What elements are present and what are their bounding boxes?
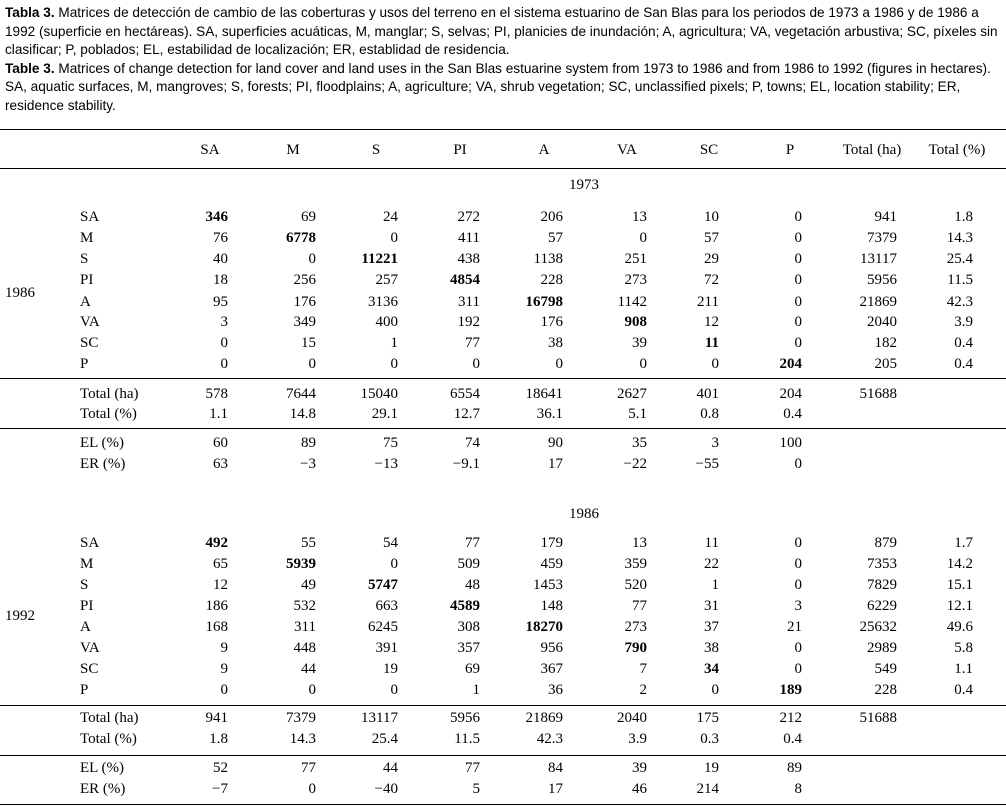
stability-cell: 84 (548, 760, 563, 776)
table-cell: 941 (874, 209, 897, 225)
table-cell: 1453 (533, 577, 563, 593)
table-cell: 12 (704, 314, 719, 330)
totals-cell: 175 (696, 710, 719, 726)
table-cell: 400 (375, 314, 398, 330)
stability-cell: 89 (301, 435, 316, 451)
table-cell-diagonal: 34 (704, 661, 719, 677)
totals-cell: 36.1 (536, 406, 563, 422)
caption-english-text: Matrices of change detection for land cover and land uses in the San Blas estuarine system from 1973 to 1986 and from 1986 to 1992 (figures in hectares). SA, aquatic surfaces, M, mangroves; S, forests; PI, floodplains; A, agriculture; VA, shrub vegetation; SC, unclassified pixels; P, towns; EL, location stability; ER, residence stability. (5, 60, 991, 113)
totals-cell: 5956 (450, 710, 480, 726)
table-cell: 0 (794, 294, 802, 310)
table-cell: 411 (458, 230, 480, 246)
row-label: S (80, 577, 89, 593)
table-cell: 168 (205, 619, 228, 635)
table-cell: 7829 (867, 577, 897, 593)
row-label: SC (80, 661, 99, 677)
column-header: PI (453, 142, 467, 158)
table-cell: 308 (457, 619, 480, 635)
table-cell: 879 (874, 535, 897, 551)
table-cell: 0 (711, 682, 719, 698)
stability-cell: 0 (308, 781, 316, 797)
table-caption (5, 4, 1000, 115)
table-cell: 5956 (867, 272, 897, 288)
totals-cell: 2040 (617, 710, 647, 726)
table-cell: 2 (639, 682, 647, 698)
table-cell: 15 (301, 335, 316, 351)
table-cell: 77 (465, 535, 480, 551)
table-cell: 956 (540, 640, 563, 656)
table-cell: 7353 (867, 556, 897, 572)
section-rule (0, 755, 1006, 756)
table-cell-diagonal: 18270 (525, 619, 563, 635)
table-cell: 0 (308, 682, 316, 698)
stability-cell: 8 (794, 781, 802, 797)
table-cell: 459 (540, 556, 563, 572)
table-cell: 3.9 (954, 314, 973, 330)
stability-cell: 90 (548, 435, 563, 451)
stability-row-label: ER (%) (80, 456, 126, 472)
table-cell: 54 (383, 535, 398, 551)
table-cell: 0 (308, 356, 316, 372)
caption-spanish (5, 4, 1000, 60)
table-cell: 76 (213, 230, 228, 246)
table-cell-diagonal: 4589 (450, 598, 480, 614)
table-cell: 12.1 (946, 598, 973, 614)
table-cell: 0 (794, 209, 802, 225)
table-cell: 0 (390, 556, 398, 572)
column-header: Total (%) (928, 142, 986, 158)
table-cell: 38 (548, 335, 563, 351)
table-cell: 57 (548, 230, 563, 246)
table-bottom-rule (0, 804, 1006, 805)
table-cell: 14.3 (946, 230, 973, 246)
stability-cell: 74 (465, 435, 480, 451)
table-cell: 0 (794, 272, 802, 288)
stability-cell: −13 (374, 456, 398, 472)
column-header: Total (ha) (842, 142, 902, 158)
table-cell: 0 (794, 556, 802, 572)
row-label: P (80, 356, 89, 372)
totals-cell: 204 (779, 386, 802, 402)
table-cell: 509 (457, 556, 480, 572)
table-cell: 0 (794, 314, 802, 330)
totals-cell: 1.8 (209, 731, 228, 747)
table-cell: 3 (794, 598, 802, 614)
table-cell: 24 (383, 209, 398, 225)
table-cell: 211 (697, 294, 719, 310)
table-cell: 69 (301, 209, 316, 225)
stability-cell: 100 (779, 435, 802, 451)
table-cell: 251 (624, 251, 647, 267)
totals-cell: 29.1 (371, 406, 398, 422)
period-to-year: 1986 (5, 285, 35, 301)
totals-cell: 3.9 (628, 731, 647, 747)
table-cell: 22 (704, 556, 719, 572)
table-cell: 0 (308, 251, 316, 267)
table-cell-diagonal: 790 (624, 640, 647, 656)
table-cell: 176 (293, 294, 316, 310)
table-cell: 0 (794, 661, 802, 677)
table-cell: 37 (704, 619, 719, 635)
table-cell: 12 (213, 577, 228, 593)
table-cell: 0 (794, 535, 802, 551)
table-cell: 48 (465, 577, 480, 593)
table-cell: 0 (390, 356, 398, 372)
table-cell: 0 (555, 356, 563, 372)
table-cell: 25.4 (946, 251, 973, 267)
table-cell: 9 (220, 661, 228, 677)
table-cell: 21 (787, 619, 802, 635)
table-cell: 1.1 (954, 661, 973, 677)
period-to-year: 1992 (5, 608, 35, 624)
stability-cell: 5 (472, 781, 480, 797)
table-cell: 0 (711, 356, 719, 372)
table-cell: 72 (704, 272, 719, 288)
stability-cell: 77 (465, 760, 480, 776)
totals-row-label: Total (%) (80, 731, 137, 747)
stability-cell: 19 (704, 760, 719, 776)
totals-cell: 578 (205, 386, 228, 402)
table-cell: 179 (540, 535, 563, 551)
table-cell: 0 (472, 356, 480, 372)
table-cell: 0 (794, 335, 802, 351)
table-cell: 40 (213, 251, 228, 267)
column-header: M (286, 142, 300, 158)
row-label: VA (80, 314, 100, 330)
column-header: SC (699, 142, 719, 158)
totals-cell: 51688 (859, 710, 897, 726)
totals-cell: 14.8 (289, 406, 316, 422)
row-label: SC (80, 335, 99, 351)
table-cell: 1.8 (954, 209, 973, 225)
column-header: SA (200, 142, 220, 158)
totals-cell: 7379 (286, 710, 316, 726)
section-rule (0, 428, 1006, 429)
table-cell-diagonal: 189 (779, 682, 802, 698)
stability-cell: 63 (213, 456, 228, 472)
table-cell-diagonal: 16798 (525, 294, 563, 310)
table-cell: 273 (624, 619, 647, 635)
row-label: A (80, 619, 91, 635)
table-cell: 228 (540, 272, 563, 288)
section-rule (0, 378, 1006, 379)
table-cell: 65 (213, 556, 228, 572)
stability-cell: 77 (301, 760, 316, 776)
totals-cell: 21869 (525, 710, 563, 726)
table-cell: 206 (540, 209, 563, 225)
table-cell: 2040 (867, 314, 897, 330)
stability-cell: 39 (632, 760, 647, 776)
table-cell: 39 (632, 335, 647, 351)
stability-row-label: EL (%) (80, 760, 125, 776)
table-cell: 31 (704, 598, 719, 614)
table-cell: 359 (624, 556, 647, 572)
totals-cell: 0.4 (783, 731, 802, 747)
table-cell: 186 (205, 598, 228, 614)
stability-cell: −3 (300, 456, 316, 472)
totals-cell: 11.5 (454, 731, 480, 747)
stability-cell: 17 (548, 456, 563, 472)
table-cell: 311 (294, 619, 316, 635)
totals-cell: 6554 (450, 386, 480, 402)
stability-cell: 35 (632, 435, 647, 451)
stability-row-label: EL (%) (80, 435, 125, 451)
table-cell: 57 (704, 230, 719, 246)
column-header: S (371, 142, 381, 158)
header-rule (0, 168, 1006, 169)
totals-cell: 51688 (859, 386, 897, 402)
table-cell: 438 (457, 251, 480, 267)
table-cell-diagonal: 492 (205, 535, 228, 551)
totals-cell: 14.3 (289, 731, 316, 747)
table-cell: 55 (301, 535, 316, 551)
table-cell: 11 (704, 535, 719, 551)
table-cell: 182 (874, 335, 897, 351)
table-cell: 0 (220, 682, 228, 698)
table-cell: 228 (874, 682, 897, 698)
caption-english-label: Table 3. (5, 60, 55, 76)
table-cell: 77 (465, 335, 480, 351)
table-cell-diagonal: 204 (779, 356, 802, 372)
column-header: P (785, 142, 795, 158)
row-label: SA (80, 209, 100, 225)
table-cell: 3136 (368, 294, 398, 310)
table-cell: 349 (293, 314, 316, 330)
table-cell: 532 (293, 598, 316, 614)
table-cell: 357 (457, 640, 480, 656)
row-label: M (80, 556, 94, 572)
table-cell: 0.4 (954, 682, 973, 698)
period-from-year: 1986 (569, 506, 599, 522)
table-cell: 272 (457, 209, 480, 225)
table-cell: 1138 (533, 251, 563, 267)
totals-cell: 42.3 (536, 731, 563, 747)
table-cell: 192 (457, 314, 480, 330)
table-cell: 0 (639, 230, 647, 246)
totals-cell: 15040 (360, 386, 398, 402)
table-cell-diagonal: 11 (704, 335, 719, 351)
totals-cell: 5.1 (628, 406, 647, 422)
table-cell: 273 (624, 272, 647, 288)
table-cell: 0 (794, 230, 802, 246)
stability-cell: 52 (213, 760, 228, 776)
table-cell: 13117 (860, 251, 897, 267)
table-cell: 520 (624, 577, 647, 593)
table-cell: 0 (390, 682, 398, 698)
table-cell: 0 (794, 577, 802, 593)
table-cell: 77 (632, 598, 647, 614)
table-cell: 18 (213, 272, 228, 288)
table-cell: 29 (704, 251, 719, 267)
table-cell: 0 (794, 640, 802, 656)
totals-cell: 13117 (361, 710, 398, 726)
totals-row-label: Total (ha) (80, 386, 139, 402)
row-label: VA (80, 640, 100, 656)
table-cell: 1 (711, 577, 719, 593)
table-cell: 391 (375, 640, 398, 656)
table-cell: 256 (293, 272, 316, 288)
table-cell: 311 (458, 294, 480, 310)
table-cell: 6229 (867, 598, 897, 614)
table-cell: 36 (548, 682, 563, 698)
table-cell: 0 (220, 335, 228, 351)
table-cell-diagonal: 5939 (286, 556, 316, 572)
totals-row-label: Total (ha) (80, 710, 139, 726)
table-cell: 205 (874, 356, 897, 372)
table-cell: 21869 (859, 294, 897, 310)
totals-row-label: Total (%) (80, 406, 137, 422)
table-cell: 3 (220, 314, 228, 330)
stability-cell: 75 (383, 435, 398, 451)
caption-spanish-label: Tabla 3. (5, 5, 55, 20)
table-cell: 0 (220, 356, 228, 372)
totals-cell: 941 (205, 710, 228, 726)
totals-cell: 212 (779, 710, 802, 726)
section-rule (0, 705, 1006, 706)
table-cell-diagonal: 346 (205, 209, 228, 225)
table-cell: 44 (301, 661, 316, 677)
table-cell-diagonal: 4854 (450, 272, 480, 288)
table-cell: 14.2 (946, 556, 973, 572)
table-cell: 11.5 (947, 272, 973, 288)
table-cell: 2989 (867, 640, 897, 656)
column-header: VA (617, 142, 637, 158)
stability-cell: 3 (711, 435, 719, 451)
row-label: P (80, 682, 89, 698)
totals-cell: 7644 (286, 386, 316, 402)
stability-cell: 46 (632, 781, 647, 797)
table-cell: 0 (794, 251, 802, 267)
table-cell: 13 (632, 209, 647, 225)
table-cell: 549 (874, 661, 897, 677)
stability-cell: −40 (374, 781, 398, 797)
table-cell: 25632 (859, 619, 897, 635)
table-cell-diagonal: 5747 (368, 577, 398, 593)
stability-cell: −55 (695, 456, 719, 472)
table-cell: 49 (301, 577, 316, 593)
row-label: PI (80, 272, 94, 288)
table-cell-diagonal: 908 (624, 314, 647, 330)
table-cell: 0.4 (954, 356, 973, 372)
table-cell-diagonal: 6778 (286, 230, 316, 246)
stability-cell: 60 (213, 435, 228, 451)
table-cell: 42.3 (946, 294, 973, 310)
totals-cell: 0.8 (700, 406, 719, 422)
table-cell: 69 (465, 661, 480, 677)
table-cell: 19 (383, 661, 398, 677)
table-cell: 10 (704, 209, 719, 225)
stability-cell: 17 (548, 781, 563, 797)
table-cell: 148 (540, 598, 563, 614)
stability-cell: −22 (623, 456, 647, 472)
totals-cell: 18641 (525, 386, 563, 402)
table-cell: 0 (639, 356, 647, 372)
row-label: S (80, 251, 89, 267)
totals-cell: 401 (696, 386, 719, 402)
row-label: A (80, 294, 91, 310)
table-cell: 1142 (617, 294, 647, 310)
stability-cell: 214 (696, 781, 719, 797)
table-cell-diagonal: 11221 (361, 251, 398, 267)
table-cell: 1 (390, 335, 398, 351)
table-cell: 257 (375, 272, 398, 288)
table-cell: 5.8 (954, 640, 973, 656)
table-cell: 49.6 (946, 619, 973, 635)
table-top-rule (0, 129, 1006, 130)
table-cell: 6245 (368, 619, 398, 635)
row-label: SA (80, 535, 100, 551)
row-label: M (80, 230, 94, 246)
table-cell: 15.1 (946, 577, 973, 593)
totals-cell: 1.1 (209, 406, 228, 422)
totals-cell: 0.3 (700, 731, 719, 747)
table-cell: 9 (220, 640, 228, 656)
period-from-year: 1973 (569, 177, 599, 193)
table-cell: 13 (632, 535, 647, 551)
table-cell: 1.7 (954, 535, 973, 551)
stability-cell: 44 (383, 760, 398, 776)
stability-cell: 89 (787, 760, 802, 776)
table-cell: 1 (472, 682, 480, 698)
stability-row-label: ER (%) (80, 781, 126, 797)
table-cell: 0 (390, 230, 398, 246)
table-cell: 663 (375, 598, 398, 614)
table-cell: 0.4 (954, 335, 973, 351)
totals-cell: 12.7 (453, 406, 480, 422)
table-cell: 448 (293, 640, 316, 656)
table-cell: 38 (704, 640, 719, 656)
stability-cell: 0 (794, 456, 802, 472)
table-cell: 7379 (867, 230, 897, 246)
column-header: A (538, 142, 550, 158)
totals-cell: 25.4 (371, 731, 398, 747)
table-cell: 176 (540, 314, 563, 330)
caption-english (5, 60, 1000, 116)
table-cell: 95 (213, 294, 228, 310)
totals-cell: 2627 (617, 386, 647, 402)
stability-cell: −7 (212, 781, 228, 797)
row-label: PI (80, 598, 94, 614)
totals-cell: 0.4 (783, 406, 802, 422)
stability-cell: −9.1 (452, 456, 480, 472)
table-cell: 367 (540, 661, 563, 677)
caption-spanish-text: Matrices de detección de cambio de las coberturas y usos del terreno en el sistema estuarino de San Blas para los periodos de 1973 a 1986 y de 1986 a 1992 (superficie en hectáreas). SA, superficies acuáticas, M, manglar; S, selvas; PI, planicies de inundación; A, agricultura; VA, vegetación arbustiva; SC, píxeles sin clasificar; P, poblados; EL, estabilidad de localización; ER, establidad de residencia. (5, 5, 998, 57)
table-cell: 7 (639, 661, 647, 677)
